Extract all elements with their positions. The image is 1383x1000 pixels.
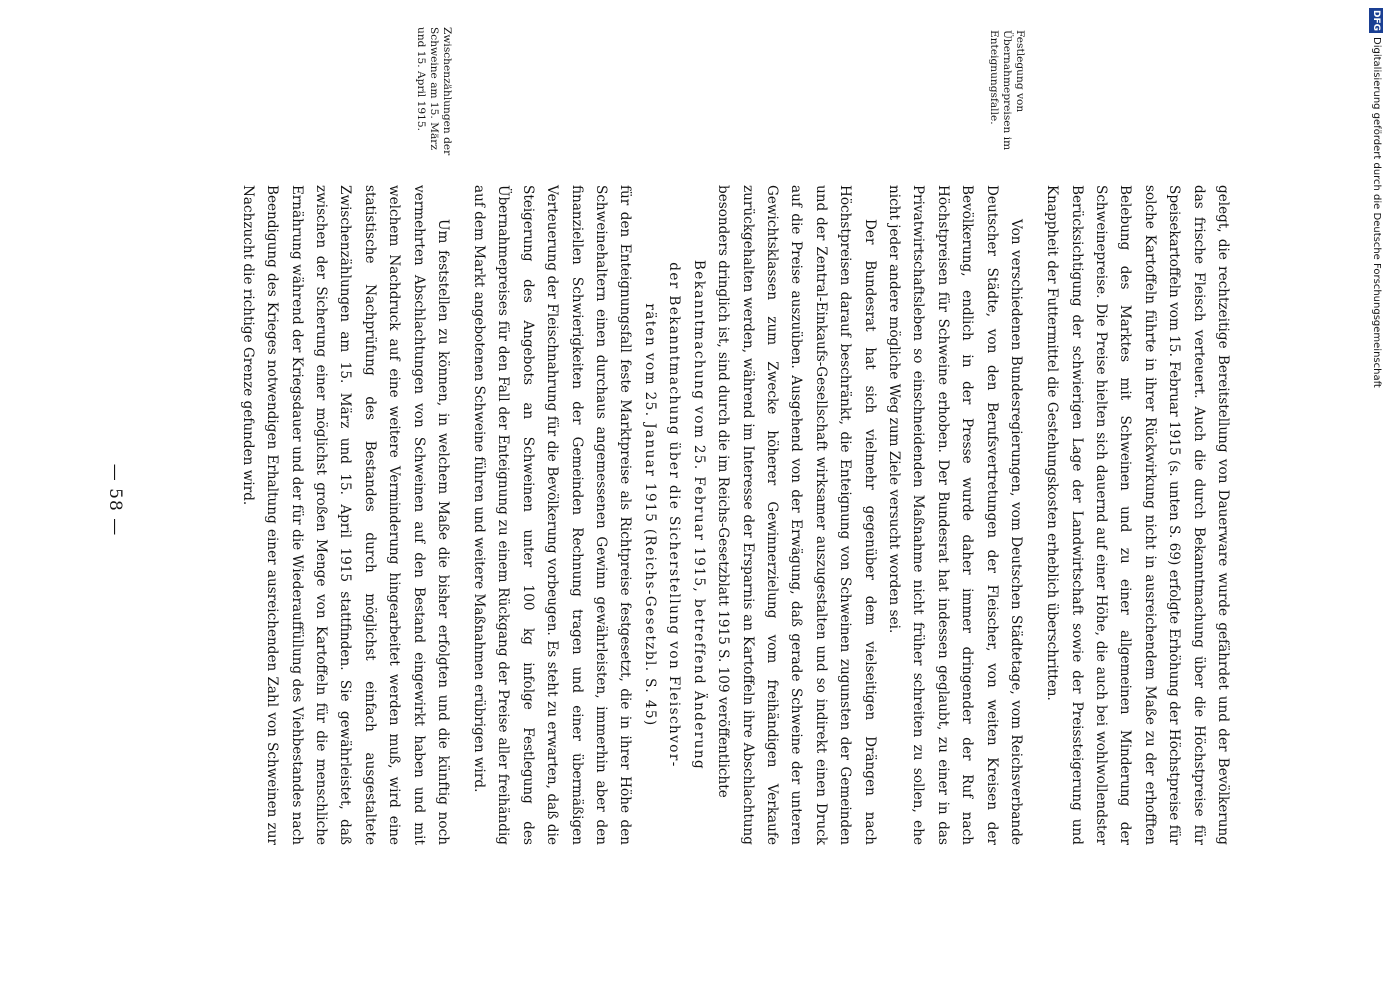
paragraph-continuation: gelegt, die rechtzeitige Bereitstellung von Dauerware wurde gefährdet und der Bevölkerung das frische Fleisch verteuert. Auch die durch Bekanntmachung über die Höchstpreise für Speisekartoffeln vom 15. Februar 1915 (s. unten S. 69) erfolgte Erhöhung der Höchstpreise für solche Kartoffeln führte in ihrer Rückwirkung nicht in ausreichendem Maße zu der erhofften Belebung des Marktes mit Schweinen und zu einer allgemeinen Minderung der Schweinepreise. Die Preise hielten sich dauernd auf einer Höhe, die auch bei wohlwollendster Berücksichtigung der schwierigen Lage der Landwirtschaft sowie der Preissteigerung und Knappheit der Futtermittel die Gestehungskosten erheblich überschritten.: [1044, 185, 1231, 845]
announcement-line-2: der Bekanntmachung über die Sicherstellung von Fleischvor-: [666, 262, 683, 768]
margin-note-zwischenzaehlungen: Zwischenzählungen der Schweine am 15. März und 15. April 1915.: [415, 27, 453, 156]
paragraph-enteignungsfall: für den Enteignungsfall feste Marktpreise als Richtpreise festgesetzt, die in ihrer Höhe den Schweinehaltern einen durchaus angemessenen Gewinn gewährleisten, immerhin aber den finanziellen Schwierigkeiten der Gemeinden Rechnung tragen und einer übermäßigen Verteuerung der Fleischnahrung für die Bevölkerung vorbeugen. Es steht zu erwarten, daß die Steigerung des Angebots an Schweinen unter 100 kg infolge Festlegung des Übernahmepreises für den Fall der Enteignung zu einem Rückgang der Preise aller freihändig auf dem Markt angebotenen Schweine führen und weitere Maßnahmen erübrigen wird.: [471, 185, 634, 845]
dfg-logo: DFG: [1371, 10, 1381, 32]
credit-text: Digitalisierung gefördert durch die Deutsche Forschungsgemeinschaft: [1371, 37, 1382, 388]
paragraph-bundesregierungen: Von verschiedenen Bundesregierungen, vom Deutschen Städtetage, vom Reichsverbande Deutscher Städte, von den Berufsvertretungen der Fleischer, von weiten Kreisen der Bevölkerung, endlich in der Presse wurde daher immer dringender der Ruf nach Höchstpreisen für Schweine erhoben. Der Bundesrat hat indessen geglaubt, zu einer in das Privatwirtschaftsleben so einschneidenden Maßnahme nicht früher schreiten zu sollen, ehe nicht jeder andere mögliche Weg zum Ziele versucht worden sei.: [885, 185, 1024, 845]
margin-note-uebernahmepreise: Festlegung von Übernahmepreisen im Enteignungsfalle.: [988, 30, 1026, 151]
section-continuation: [1040, 185, 1235, 845]
section-zwischenzaehlungen: [235, 185, 455, 845]
announcement-line-1: Bekanntmachung vom 25. Februar 1915, betreffend Änderung: [690, 259, 707, 771]
digitization-credit: [1368, 8, 1383, 998]
section-uebernahmepreise: [467, 185, 1028, 845]
announcement-line-3: räten vom 25. Januar 1915 (Reichs-Gesetzbl. S. 45): [641, 303, 658, 727]
page-number: — 58 —: [105, 463, 125, 537]
paragraph-bundesrat: Der Bundesrat hat sich vielmehr gegenüber dem vielseitigen Drängen nach Höchstpreisen darauf beschränkt, die Enteignung von Schweinen zugunsten der Gemeinden und der Zentral-Einkaufs-Gesellschaft wirksamer auszugestalten und so indirekt einen Druck auf die Preise auszuüben. Ausgehend von der Erwägung, daß gerade Schweine der unteren Gewichtsklassen zum Zwecke höherer Gewinnerzielung vom freihändigen Verkaufe zurückgehalten werden, während im Interesse der Ersparnis an Kartoffeln ihre Abschlachtung besonders dringlich ist, sind durch die im Reichs-Gesetzblatt 1915 S. 109 veröffentlichte: [715, 185, 878, 845]
paragraph-zwischenzaehlungen: Um feststellen zu können, in welchem Maße die bisher erfolgten und die künftig noch vermehrten Abschlachtungen von Schweinen auf den Bestand eingewirkt haben und mit welchem Nachdruck auf eine weitere Verminderung hingearbeitet werden muß, wird eine statistische Nachprüfung des Bestandes durch möglichst einfach ausgestaltete Zwischenzählungen am 15. März und 15. April 1915 stattfinden. Sie gewährleistet, daß zwischen der Sicherung einer möglichst großen Menge von Kartoffeln für die menschliche Ernährung während der Kriegsdauer und der für die Wiederauffüllung des Viehbestandes nach Beendigung des Krieges notwendigen Erhaltung einer ausreichenden Zahl von Schweinen zur Nachzucht die richtige Grenze gefunden wird.: [239, 185, 451, 845]
